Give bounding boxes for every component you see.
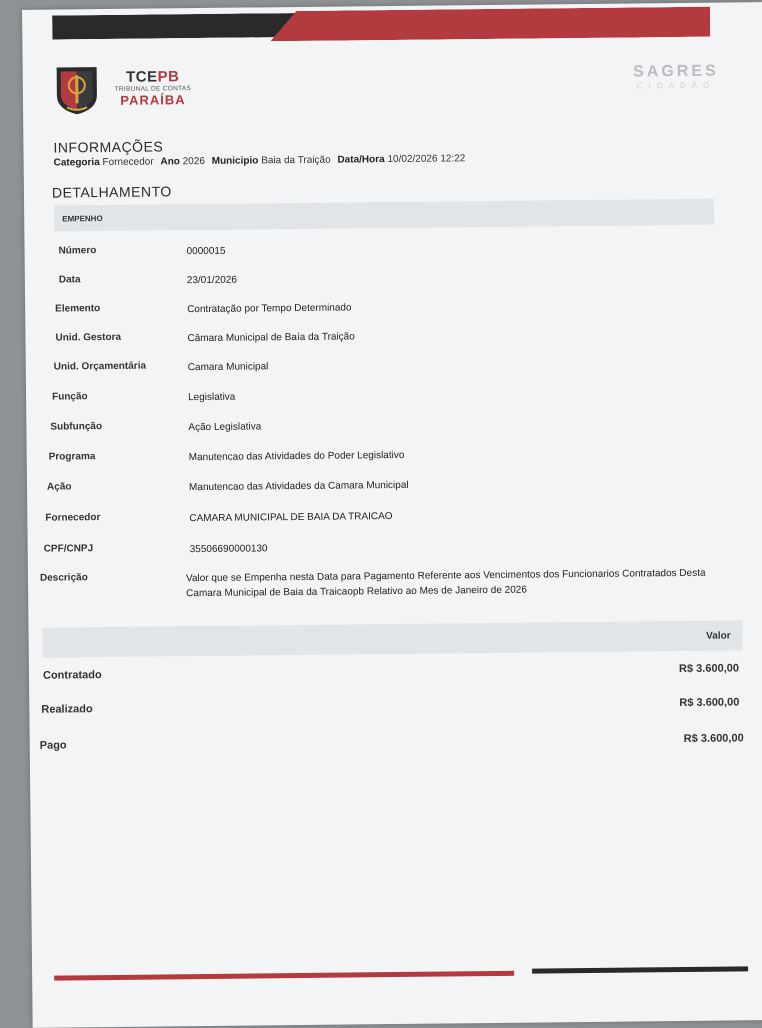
brand-title-pb: PB xyxy=(157,68,180,86)
field-label: Ação xyxy=(46,481,72,493)
field-row xyxy=(26,355,726,374)
field-row xyxy=(27,506,727,525)
sagres-subtitle: CIDADÃO xyxy=(636,80,716,91)
field-label: Função xyxy=(52,391,88,403)
valor-label: Pago xyxy=(39,739,67,752)
empenho-section-bar xyxy=(54,199,714,232)
datahora-value: 10/02/2026 12:22 xyxy=(387,153,466,166)
field-row xyxy=(25,326,725,345)
field-label: Data xyxy=(58,274,81,286)
field-label: Número xyxy=(58,245,97,257)
field-label: Programa xyxy=(48,451,96,463)
field-label: Descrição xyxy=(39,572,88,584)
valor-header-bar xyxy=(42,620,742,657)
field-label: Fornecedor xyxy=(45,512,101,524)
valor-amount: R$ 3.600,00 xyxy=(679,696,740,710)
field-value: 35506690000130 xyxy=(189,543,268,556)
empenho-section-label: EMPENHO xyxy=(62,214,103,224)
sagres-logo xyxy=(633,63,719,91)
field-label: CPF/CNPJ xyxy=(43,543,94,555)
field-label: Elemento xyxy=(55,303,101,315)
ano-label: Ano xyxy=(160,156,180,168)
municipio-label: Municipio xyxy=(211,155,259,167)
brand-title-tce: TCE xyxy=(125,68,158,86)
brand-state: PARAÍBA xyxy=(120,92,186,108)
field-value: CAMARA MUNICIPAL DE BAIA DA TRAICAO xyxy=(189,511,393,525)
tcepb-shield-logo xyxy=(55,65,100,115)
header-band-red xyxy=(270,7,710,42)
informacoes-heading: INFORMAÇÕES xyxy=(53,138,164,156)
valor-amount: R$ 3.600,00 xyxy=(683,732,744,745)
datahora-label: Data/Hora xyxy=(337,154,385,166)
valor-row-contratado xyxy=(29,662,749,682)
field-value: Câmara Municipal de Baía da Traição xyxy=(187,331,355,345)
sagres-title: SAGRES xyxy=(633,62,719,81)
field-value: Manutencao das Atividades da Camara Municipal xyxy=(188,479,409,494)
field-value: 0000015 xyxy=(186,245,226,258)
field-row xyxy=(25,268,725,287)
field-value: 23/01/2026 xyxy=(186,274,237,287)
valor-header-label: Valor xyxy=(706,630,731,642)
footer-band-dark xyxy=(532,966,748,973)
field-row xyxy=(28,566,728,600)
document-page xyxy=(22,2,762,1028)
valor-amount: R$ 3.600,00 xyxy=(678,662,740,676)
field-row xyxy=(28,537,728,556)
field-row xyxy=(27,475,727,494)
field-label: Unid. Gestora xyxy=(55,331,122,344)
field-row xyxy=(26,415,726,434)
brand-subtitle: TRIBUNAL DE CONTAS xyxy=(114,85,192,93)
valor-label: Contratado xyxy=(42,669,102,682)
field-row xyxy=(27,445,727,464)
valor-row-realizado xyxy=(29,696,749,716)
valor-label: Realizado xyxy=(41,703,93,716)
field-row xyxy=(25,297,725,316)
brand-title xyxy=(107,68,199,86)
field-value: Manutencao das Atividades do Poder Legislativo xyxy=(188,449,405,464)
header-band-dark xyxy=(52,13,302,40)
field-value: Camara Municipal xyxy=(187,361,269,374)
footer-band-red xyxy=(54,971,514,981)
ano-value: 2026 xyxy=(182,155,205,168)
informacoes-row xyxy=(54,153,470,168)
field-value: Contratação por Tempo Determinado xyxy=(187,302,352,316)
field-label: Unid. Orçamentária xyxy=(53,360,147,373)
field-row xyxy=(24,239,724,258)
valor-row-pago xyxy=(30,732,750,752)
categoria-value: Fornecedor xyxy=(102,156,154,169)
field-value: Ação Legislativa xyxy=(188,421,262,434)
detalhamento-heading: DETALHAMENTO xyxy=(51,183,172,201)
field-label: Subfunção xyxy=(50,421,103,433)
field-row xyxy=(26,385,726,404)
field-value: Legislativa xyxy=(188,391,236,404)
categoria-label: Categoria xyxy=(53,157,100,169)
municipio-value: Baia da Traição xyxy=(261,154,331,167)
tcepb-brand xyxy=(107,68,199,108)
field-value: Valor que se Empenha nesta Data para Pagamento Referente aos Vencimentos dos Funcionarios Contratados Desta Camara Municipal de Baia da Traicaopb Relativo ao Mes de Janeiro de 2026 xyxy=(185,567,706,600)
